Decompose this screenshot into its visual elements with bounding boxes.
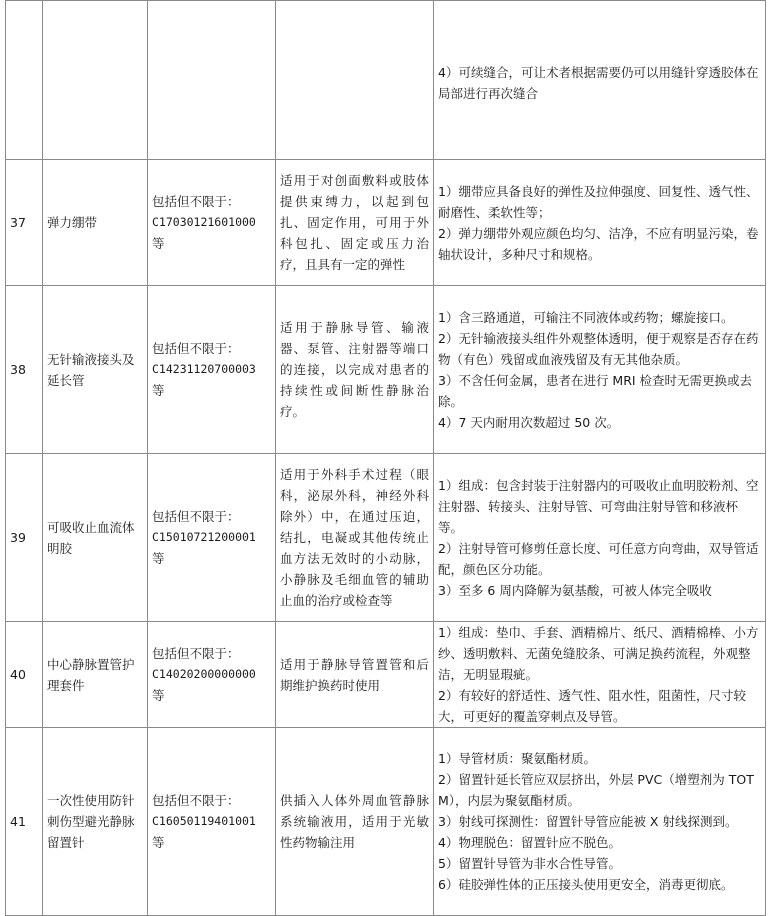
usage-scope: 适用于对创面敷料或肢体提供束缚力，以起到包扎、固定作用，可用于外科包扎、固定或压力治疗，且具有一定的弹性 — [276, 160, 434, 286]
product-code: C15010721200001 — [152, 530, 256, 544]
requirement-item: 6）硅胶弹性体的正压接头使用更安全，消毒更彻底。 — [438, 877, 734, 892]
table-row — [6, 454, 766, 622]
requirement-item: 2）弹力绷带外观应颜色均匀、洁净，不应有明显污染，卷轴状设计，多种尺寸和规格。 — [438, 225, 759, 262]
requirement-item: 2）有较好的舒适性、透气性、阻水性，阻菌性，尺寸较大，可更好的覆盖穿刺点及导管。 — [438, 688, 746, 724]
requirement-item: 4）7 天内耐用次数超过 50 次。 — [438, 414, 620, 430]
requirements-cell — [434, 1, 766, 160]
product-name — [43, 1, 148, 160]
scope-prefix: 包括但不限于： — [152, 646, 240, 661]
product-code: C17030121601000 — [152, 215, 256, 229]
usage-scope: 供插入人体外周血管静脉系统输液用，适用于光敏性药物输注用 — [276, 728, 434, 916]
requirement-item: 3）至多 6 周内降解为氨基酸，可被人体完全吸收 — [438, 582, 712, 598]
product-name: 可吸收止血流体明胶 — [43, 454, 148, 622]
product-code-cell — [148, 160, 276, 286]
product-name: 无针输液接头及延长管 — [43, 286, 148, 454]
scope-suffix: 等 — [152, 551, 165, 566]
requirement-item: 1）导管材质：聚氨酯材质。 — [438, 751, 596, 766]
table-row — [6, 728, 766, 916]
requirement-item: 3）射线可探测性：留置针导管应能被 X 射线探测到。 — [438, 814, 738, 829]
requirement-item: 1）组成：垫巾、手套、酒精棉片、纸尺、酒精棉棒、小方纱、透明敷料、无菌免缝胶条、可满足换药流程，外观整洁，无明显瑕疵。 — [438, 625, 759, 682]
product-code-cell — [148, 622, 276, 728]
scope-prefix: 包括但不限于： — [152, 341, 240, 356]
product-code-cell — [148, 286, 276, 454]
requirement-item: 4）可续缝合，可让术者根据需要仍可以用缝针穿透胶体在局部进行再次缝合 — [438, 64, 759, 101]
requirements-cell — [434, 160, 766, 286]
requirements-cell — [434, 286, 766, 454]
product-code: C14020200000000 — [152, 667, 256, 681]
requirement-item: 2）注射导管可修剪任意长度、可任意方向弯曲，双导管适配，颜色区分功能。 — [438, 540, 759, 577]
table-row — [6, 1, 766, 160]
row-number: 40 — [6, 622, 43, 728]
usage-scope: 适用于外科手术过程（眼科，泌尿外科，神经外科除外）中，在通过压迫，结扎，电凝或其他传统止血方法无效时的小动脉，小静脉及毛细血管的辅助止血的治疗或检查等 — [276, 454, 434, 622]
scope-prefix: 包括但不限于： — [152, 793, 240, 808]
scope-prefix: 包括但不限于： — [152, 509, 240, 524]
product-code-cell — [148, 454, 276, 622]
row-number: 39 — [6, 454, 43, 622]
product-name: 弹力绷带 — [43, 160, 148, 286]
scope-prefix: 包括但不限于： — [152, 194, 240, 209]
requirements-cell — [434, 622, 766, 728]
requirements-cell — [434, 454, 766, 622]
usage-scope: 适用于静脉导管置管和后期维护换药时使用 — [276, 622, 434, 728]
requirement-item: 3）不含任何金属，患者在进行 MRI 检查时无需更换或去除。 — [438, 372, 753, 409]
scope-suffix: 等 — [152, 236, 165, 251]
device-spec-table — [5, 0, 766, 916]
requirement-item: 5）留置针导管为非水合性导管。 — [438, 856, 621, 871]
requirement-item: 1）绷带应具备良好的弹性及拉伸强度、回复性、透气性、耐磨性、柔软性等； — [438, 183, 759, 220]
row-number: 38 — [6, 286, 43, 454]
scope-suffix: 等 — [152, 835, 165, 850]
scope-suffix: 等 — [152, 383, 165, 398]
product-code: C14231120700003 — [152, 362, 256, 376]
usage-scope — [276, 1, 434, 160]
product-code: C16050119401001 — [152, 814, 256, 828]
product-name: 中心静脉置管护理套件 — [43, 622, 148, 728]
requirements-cell — [434, 728, 766, 916]
scope-suffix: 等 — [152, 688, 165, 703]
row-number: 41 — [6, 728, 43, 916]
table-row — [6, 622, 766, 728]
requirement-item: 2）无针输液接头组件外观整体透明，便于观察是否存在药物（有色）残留或血液残留及有无其他杂质。 — [438, 330, 759, 367]
row-number: 37 — [6, 160, 43, 286]
row-number — [6, 1, 43, 160]
requirement-item: 2）留置针延长管应双层挤出，外层 PVC（增塑剂为 TOTM），内层为聚氨酯材质。 — [438, 772, 754, 808]
product-name: 一次性使用防针刺伤型避光静脉留置针 — [43, 728, 148, 916]
product-code-cell — [148, 1, 276, 160]
usage-scope: 适用于静脉导管、输液器、泵管、注射器等端口的连接，以完成对患者的持续性或间断性静脉治疗。 — [276, 286, 434, 454]
requirement-item: 1）含三路通道，可输注不同液体或药物；螺旋接口。 — [438, 309, 734, 325]
requirement-item: 1）组成：包含封装于注射器内的可吸收止血明胶粉剂、空注射器、转接头、注射导管、可弯曲注射导管和移液杯等。 — [438, 477, 759, 535]
table-row — [6, 286, 766, 454]
table-row — [6, 160, 766, 286]
requirement-item: 4）物理脱色：留置针应不脱色。 — [438, 835, 621, 850]
product-code-cell — [148, 728, 276, 916]
